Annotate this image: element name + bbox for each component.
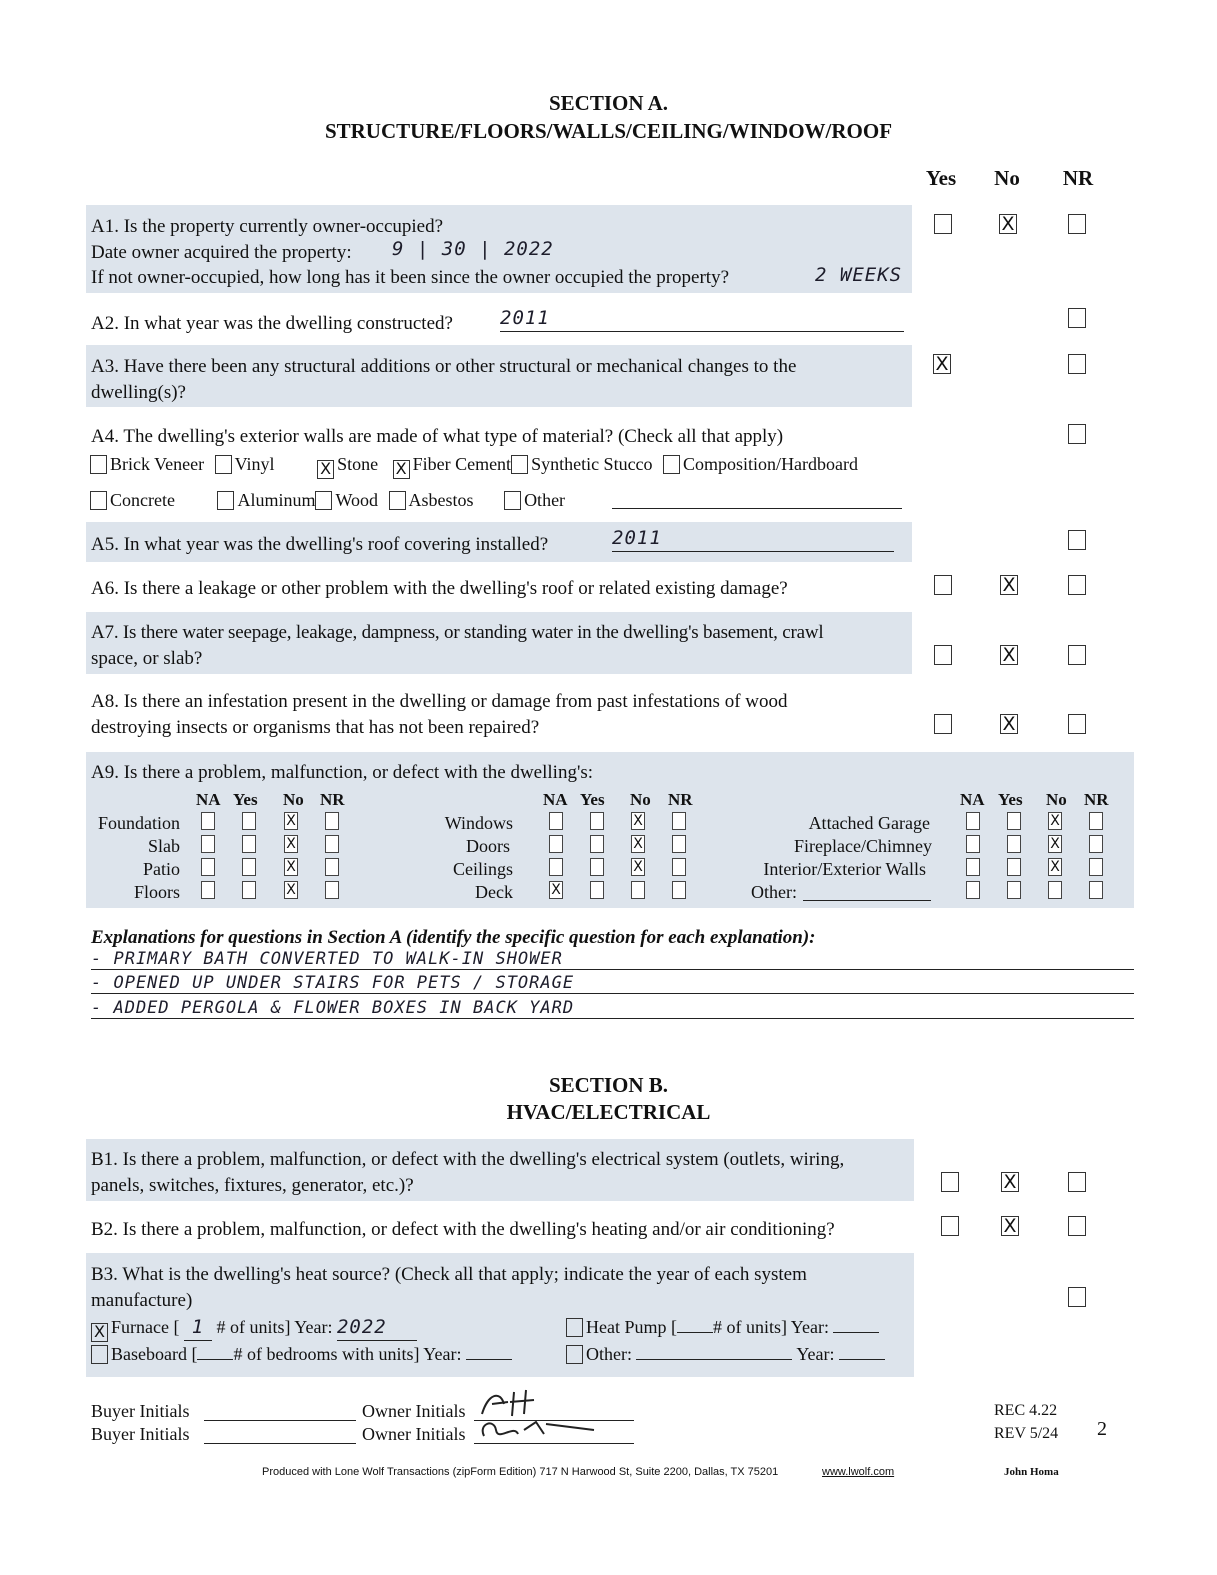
furnace-year[interactable]: 2022 xyxy=(337,1315,417,1341)
doors-no[interactable]: X xyxy=(631,835,645,853)
explanation-text-3: - ADDED PERGOLA & FLOWER BOXES IN BACK YARD xyxy=(91,998,575,1018)
g3-col-yes: Yes xyxy=(998,790,1023,809)
agent-name: John Homa xyxy=(1004,1466,1059,1478)
furnace-row xyxy=(91,1315,417,1342)
b2-question: B2. Is there a problem, malfunction, or defect with the dwelling's heating and/or air conditioning? xyxy=(91,1219,835,1240)
stone-label: Stone xyxy=(337,454,379,474)
b2-nr-checkbox[interactable] xyxy=(1068,1216,1086,1236)
a3-yes-checkbox[interactable]: X xyxy=(933,354,951,374)
deck-yes[interactable] xyxy=(590,881,604,899)
heatpump-year-field[interactable] xyxy=(833,1316,879,1333)
a1-date-field[interactable] xyxy=(392,238,900,260)
floors-yes[interactable] xyxy=(242,881,256,899)
foundation-na[interactable] xyxy=(201,812,215,830)
b1-question-line2: panels, switches, fixtures, generator, etc.)? xyxy=(91,1175,414,1196)
heatpump-units-label: # of units] Year: xyxy=(712,1317,829,1337)
baseboard-year-field[interactable] xyxy=(466,1343,512,1360)
a2-question: A2. In what year was the dwelling constructed? xyxy=(91,313,453,334)
g3-label-fireplace: Fireplace/Chimney xyxy=(794,836,932,856)
a6-question: A6. Is there a leakage or other problem with the dwelling's roof or related existing damage? xyxy=(91,578,788,599)
a1-date-value: 9 | 30 | 2022 xyxy=(392,238,554,260)
a7-nr-checkbox[interactable] xyxy=(1068,645,1086,665)
g2-label-ceilings: Ceilings xyxy=(452,859,513,879)
vinyl-label: Vinyl xyxy=(234,454,275,474)
b3-question-line2: manufacture) xyxy=(91,1290,193,1311)
doors-yes[interactable] xyxy=(590,835,604,853)
baseboard-units-label: # of bedrooms with units] Year: xyxy=(233,1344,462,1364)
aluminum-checkbox[interactable] xyxy=(217,491,234,510)
col-header-no: No xyxy=(994,166,1020,190)
section-b-title: SECTION B. xyxy=(548,1073,669,1097)
other-nr[interactable] xyxy=(1089,881,1103,899)
a4-row2 xyxy=(90,488,565,513)
garage-nr[interactable] xyxy=(1089,812,1103,830)
b1-question-line1: B1. Is there a problem, malfunction, or defect with the dwelling's electrical system (outlets, wiring, xyxy=(91,1149,845,1170)
b1-no-checkbox[interactable]: X xyxy=(1001,1172,1019,1192)
heatpump-checkbox[interactable] xyxy=(566,1318,583,1337)
a4-row1 xyxy=(90,452,858,479)
floors-na[interactable] xyxy=(201,881,215,899)
stucco-label: Synthetic Stucco xyxy=(531,454,653,474)
a4-other-field[interactable] xyxy=(612,486,902,509)
owner-initials-label-2: Owner Initials xyxy=(362,1424,466,1444)
g1-col-yes: Yes xyxy=(233,790,258,809)
a1-since-label: If not owner-occupied, how long has it been since the owner occupied the property? xyxy=(91,267,730,288)
foundation-yes[interactable] xyxy=(242,812,256,830)
foundation-nr[interactable] xyxy=(325,812,339,830)
col-header-yes: Yes xyxy=(925,166,957,190)
heatpump-units-field[interactable] xyxy=(677,1316,713,1333)
g2-col-nr: NR xyxy=(668,790,693,809)
b3-nr-checkbox[interactable] xyxy=(1068,1287,1086,1307)
floors-no[interactable]: X xyxy=(284,881,298,899)
a5-nr-checkbox[interactable] xyxy=(1068,530,1086,550)
composition-checkbox[interactable] xyxy=(663,455,680,474)
g1-label-patio: Patio xyxy=(142,859,180,879)
a6-yes-checkbox[interactable] xyxy=(934,575,952,595)
buyer-initials-label-2: Buyer Initials xyxy=(91,1424,190,1444)
garage-no[interactable]: X xyxy=(1048,812,1062,830)
deck-na[interactable]: X xyxy=(549,881,563,899)
garage-yes[interactable] xyxy=(1007,812,1021,830)
patio-na[interactable] xyxy=(201,858,215,876)
explanation-line-2[interactable] xyxy=(91,973,1134,994)
g3-col-no: No xyxy=(1046,790,1067,809)
b2-yes-checkbox[interactable] xyxy=(941,1216,959,1236)
fiber-checkbox[interactable]: X xyxy=(393,460,410,479)
other-heat-year-field[interactable] xyxy=(839,1343,885,1360)
other-material-label: Other xyxy=(524,490,566,510)
fireplace-na[interactable] xyxy=(966,835,980,853)
a8-question-line2: destroying insects or organisms that has not been repaired? xyxy=(91,717,540,738)
fiber-label: Fiber Cement xyxy=(412,454,512,474)
owner-initials-signature xyxy=(474,1384,614,1444)
other-no[interactable] xyxy=(1048,881,1062,899)
furnace-units[interactable]: 1 xyxy=(184,1315,212,1341)
a4-question: A4. The dwelling's exterior walls are made of what type of material? (Check all that apply) xyxy=(91,426,784,447)
g2-col-no: No xyxy=(630,790,651,809)
slab-yes[interactable] xyxy=(242,835,256,853)
a2-field[interactable] xyxy=(500,307,904,332)
a8-question-line1: A8. Is there an infestation present in the dwelling or damage from past infestations of wood xyxy=(91,691,788,712)
a8-yes-checkbox[interactable] xyxy=(934,714,952,734)
ceilings-nr[interactable] xyxy=(672,858,686,876)
other-heat-checkbox[interactable] xyxy=(566,1345,583,1364)
g2-label-windows: Windows xyxy=(444,813,513,833)
rec-code: REC 4.22 xyxy=(994,1402,1058,1419)
fireplace-no[interactable]: X xyxy=(1048,835,1062,853)
a1-yes-checkbox[interactable] xyxy=(934,214,952,234)
walls-nr[interactable] xyxy=(1089,858,1103,876)
g1-col-na: NA xyxy=(196,790,221,809)
asbestos-label: Asbestos xyxy=(408,490,474,510)
col-header-nr: NR xyxy=(1062,166,1094,190)
g1-label-slab: Slab xyxy=(147,836,180,856)
g1-col-no: No xyxy=(283,790,304,809)
a1-nr-checkbox[interactable] xyxy=(1068,214,1086,234)
windows-nr[interactable] xyxy=(672,812,686,830)
g3-col-na: NA xyxy=(960,790,985,809)
baseboard-label: Baseboard [ xyxy=(111,1344,198,1364)
other-heat-row xyxy=(566,1342,885,1367)
fireplace-yes[interactable] xyxy=(1007,835,1021,853)
a2-nr-checkbox[interactable] xyxy=(1068,308,1086,328)
other-yes[interactable] xyxy=(1007,881,1021,899)
ceilings-no[interactable]: X xyxy=(631,858,645,876)
a7-question-line2: space, or slab? xyxy=(91,648,203,669)
a6-nr-checkbox[interactable] xyxy=(1068,575,1086,595)
g3-other-field[interactable] xyxy=(803,880,931,901)
a1-no-checkbox[interactable]: X xyxy=(999,214,1017,234)
deck-nr[interactable] xyxy=(672,881,686,899)
other-heat-year-label: Year: xyxy=(796,1344,835,1364)
patio-no[interactable]: X xyxy=(284,858,298,876)
a9-question: A9. Is there a problem, malfunction, or defect with the dwelling's: xyxy=(91,762,594,783)
explanation-line-3[interactable] xyxy=(91,998,1134,1019)
aluminum-label: Aluminum xyxy=(237,490,316,510)
a7-yes-checkbox[interactable] xyxy=(934,645,952,665)
vinyl-checkbox[interactable] xyxy=(215,455,232,474)
wood-label: Wood xyxy=(335,490,379,510)
g2-label-deck: Deck xyxy=(475,882,513,902)
patio-yes[interactable] xyxy=(242,858,256,876)
brick-checkbox[interactable] xyxy=(90,455,107,474)
a3-nr-checkbox[interactable] xyxy=(1068,354,1086,374)
g1-label-floors: Floors xyxy=(133,882,180,902)
lwolf-link[interactable]: www.lwolf.com xyxy=(822,1466,895,1478)
b1-yes-checkbox[interactable] xyxy=(941,1172,959,1192)
explanation-line-1[interactable] xyxy=(91,949,1134,970)
wood-checkbox[interactable] xyxy=(315,491,332,510)
walls-no[interactable]: X xyxy=(1048,858,1062,876)
a8-no-checkbox[interactable]: X xyxy=(1000,714,1018,734)
windows-no[interactable]: X xyxy=(631,812,645,830)
walls-na[interactable] xyxy=(966,858,980,876)
asbestos-checkbox[interactable] xyxy=(389,491,406,510)
a2-value: 2011 xyxy=(500,307,550,329)
stucco-checkbox[interactable] xyxy=(511,455,528,474)
heatpump-label: Heat Pump [ xyxy=(586,1317,677,1337)
deck-no[interactable] xyxy=(631,881,645,899)
g2-col-yes: Yes xyxy=(580,790,605,809)
g1-label-foundation: Foundation xyxy=(97,813,180,833)
a5-question: A5. In what year was the dwelling's roof covering installed? xyxy=(91,534,549,555)
owner-initials-label-1: Owner Initials xyxy=(362,1401,466,1421)
a1-question: A1. Is the property currently owner-occupied? xyxy=(91,216,444,237)
b3-question-line1: B3. What is the dwelling's heat source? (Check all that apply; indicate the year of each system xyxy=(91,1264,807,1285)
other-material-checkbox[interactable] xyxy=(504,491,521,510)
g2-col-na: NA xyxy=(543,790,568,809)
floors-nr[interactable] xyxy=(325,881,339,899)
g2-label-doors: Doors xyxy=(466,836,510,856)
composition-label: Composition/Hardboard xyxy=(683,454,859,474)
a5-field[interactable] xyxy=(612,527,894,552)
concrete-checkbox[interactable] xyxy=(90,491,107,510)
a1-since-value[interactable]: 2 WEEKS xyxy=(815,264,903,286)
section-a-subtitle: STRUCTURE/FLOORS/WALLS/CEILING/WINDOW/ROOF xyxy=(324,119,893,143)
rev-code: REV 5/24 xyxy=(994,1425,1059,1442)
b2-no-checkbox[interactable]: X xyxy=(1001,1216,1019,1236)
produced-by: Produced with Lone Wolf Transactions (zipForm Edition) 717 N Harwood St, Suite 2200, Dallas, TX 75201 xyxy=(262,1466,779,1478)
g3-label-walls: Interior/Exterior Walls xyxy=(763,859,926,879)
slab-na[interactable] xyxy=(201,835,215,853)
furnace-units-label: # of units] Year: xyxy=(216,1317,333,1337)
brick-label: Brick Veneer xyxy=(110,454,205,474)
baseboard-units-field[interactable] xyxy=(197,1343,233,1360)
a7-no-checkbox[interactable]: X xyxy=(1000,645,1018,665)
concrete-label: Concrete xyxy=(110,490,175,510)
doors-na[interactable] xyxy=(549,835,563,853)
a6-no-checkbox[interactable]: X xyxy=(1000,575,1018,595)
a5-value: 2011 xyxy=(612,527,662,549)
a1-date-label: Date owner acquired the property: xyxy=(91,242,352,263)
foundation-no[interactable]: X xyxy=(284,812,298,830)
baseboard-row xyxy=(91,1342,512,1367)
a3-question-line1: A3. Have there been any structural additions or other structural or mechanical changes to the xyxy=(91,356,797,377)
slab-nr[interactable] xyxy=(325,835,339,853)
g3-col-nr: NR xyxy=(1084,790,1109,809)
windows-na[interactable] xyxy=(549,812,563,830)
furnace-checkbox[interactable]: X xyxy=(91,1323,108,1342)
g3-label-other: Other: xyxy=(751,882,797,902)
a8-nr-checkbox[interactable] xyxy=(1068,714,1086,734)
other-heat-label: Other: xyxy=(586,1344,632,1364)
fireplace-nr[interactable] xyxy=(1089,835,1103,853)
furnace-label: Furnace [ xyxy=(111,1317,180,1337)
buyer-initials-field-2[interactable] xyxy=(204,1421,356,1444)
explanation-text-2: - OPENED UP UNDER STAIRS FOR PETS / STORAGE xyxy=(91,973,575,993)
doors-nr[interactable] xyxy=(672,835,686,853)
other-na[interactable] xyxy=(966,881,980,899)
ceilings-yes[interactable] xyxy=(590,858,604,876)
b1-nr-checkbox[interactable] xyxy=(1068,1172,1086,1192)
baseboard-checkbox[interactable] xyxy=(91,1345,108,1364)
windows-yes[interactable] xyxy=(590,812,604,830)
buyer-initials-label-1: Buyer Initials xyxy=(91,1401,190,1421)
section-b-subtitle: HVAC/ELECTRICAL xyxy=(506,1100,711,1124)
section-a-title: SECTION A. xyxy=(548,91,669,115)
a4-nr-checkbox[interactable] xyxy=(1068,424,1086,444)
a7-question-line1: A7. Is there water seepage, leakage, dampness, or standing water in the dwelling's basement, crawl xyxy=(91,622,824,643)
stone-checkbox[interactable]: X xyxy=(317,460,334,479)
walls-yes[interactable] xyxy=(1007,858,1021,876)
other-heat-field[interactable] xyxy=(636,1343,792,1360)
slab-no[interactable]: X xyxy=(284,835,298,853)
explanations-label: Explanations for questions in Section A (identify the specific question for each explanation): xyxy=(91,927,816,948)
garage-na[interactable] xyxy=(966,812,980,830)
g3-label-garage: Attached Garage xyxy=(808,813,930,833)
g1-col-nr: NR xyxy=(320,790,345,809)
buyer-initials-field-1[interactable] xyxy=(204,1398,356,1421)
page-number: 2 xyxy=(1097,1418,1107,1440)
explanation-text-1: - PRIMARY BATH CONVERTED TO WALK-IN SHOWER xyxy=(91,949,563,969)
heatpump-row xyxy=(566,1315,879,1340)
ceilings-na[interactable] xyxy=(549,858,563,876)
a3-question-line2: dwelling(s)? xyxy=(91,382,186,403)
patio-nr[interactable] xyxy=(325,858,339,876)
